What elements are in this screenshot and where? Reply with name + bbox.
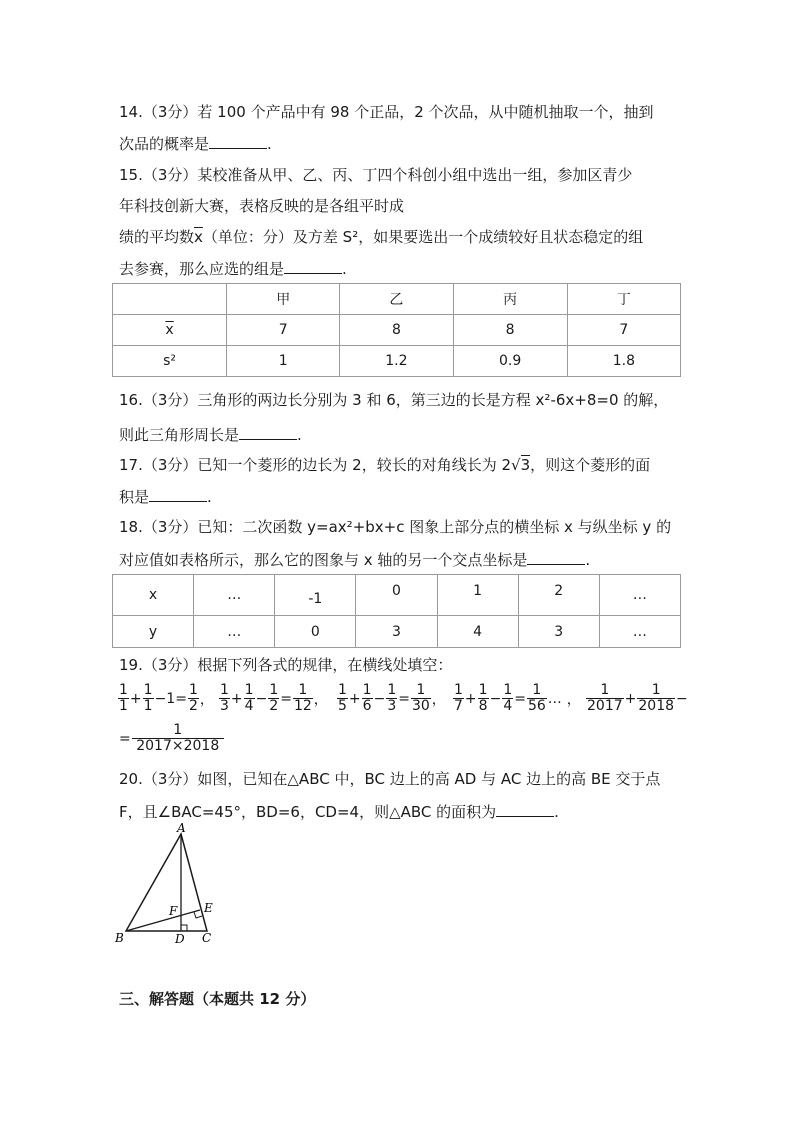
q15-line1: 15.（3分）某校准备从甲、乙、丙、丁四个科创小组中选出一组，参加区青少 — [119, 166, 633, 184]
label-e: E — [204, 901, 213, 915]
label-d: D — [175, 932, 185, 946]
right-angle-e — [194, 912, 202, 918]
sqrt-symbol: √ — [511, 456, 521, 474]
q19-formula-4: $\frac{1}{7}$ + $\frac{1}{8}$ − $\frac{1}{4}$ = $\frac{1}{56}$ … ， — [454, 682, 581, 714]
q15-line2: 年科技创新大赛，表格反映的是各组平时成 — [119, 197, 405, 215]
q15-table: 甲 乙 丙 丁 $\overline{x}$ 7 8 8 7 s² 1 1.2 0.9 1.8 — [112, 283, 681, 377]
variance-label: s² — [113, 346, 227, 377]
label-c: C — [202, 931, 212, 945]
right-angle-d — [181, 925, 187, 931]
q20-line1: 20.（3分）如图，已知在△ABC 中，BC 边上的高 AD 与 AC 边上的高 BE 交于点 — [119, 770, 661, 788]
answer-blank[interactable] — [527, 550, 585, 565]
q19-formula-5: $\frac{1}{2017}$ + $\frac{1}{2018}$ − — [587, 682, 688, 714]
altitude-be — [126, 910, 200, 931]
q15-line4: 去参赛，那么应选的组是 . — [119, 260, 347, 278]
mean-label: $\overline{x}$ — [165, 322, 174, 338]
q19-formula-3: $\frac{1}{5}$ + $\frac{1}{6}$ − $\frac{1}{3}$ = $\frac{1}{30}$ ， — [338, 682, 446, 714]
q16-line1: 16.（3分）三角形的两边长分别为 3 和 6，第三边的长是方程 x²-6x+8=0 的解， — [119, 391, 669, 409]
section-heading: 三、解答题（本题共 12 分） — [119, 990, 316, 1008]
q17-line1: 17.（3分）已知一个菱形的边长为 2，较长的对角线长为 2√3，则这个菱形的面 — [119, 456, 651, 474]
label-f: F — [169, 904, 178, 918]
q18-line2: 对应值如表格所示，那么它的图象与 x 轴的另一个交点坐标是 . — [119, 551, 591, 569]
answer-blank[interactable] — [239, 425, 297, 440]
answer-blank[interactable] — [496, 802, 554, 817]
answer-blank[interactable] — [149, 487, 207, 502]
q17-line2: 积是 . — [119, 488, 212, 506]
q19-line1: 19.（3分）根据下列各式的规律，在横线处填空： — [119, 656, 453, 674]
q18-table: x … -1 0 1 2 … y … 0 3 4 3 … — [112, 574, 681, 648]
q19-formula-2: $\frac{1}{3}$ + $\frac{1}{4}$ − $\frac{1}{2}$ = $\frac{1}{12}$ ， — [220, 682, 328, 714]
q19-formula-6: = $\frac{1}{2017\times 2018}$ — [118, 723, 224, 754]
triangle-abc — [126, 834, 207, 931]
q20-line2: F，且∠BAC=45°，BD=6，CD=4，则△ABC 的面积为 . — [119, 803, 559, 821]
q18-line1: 18.（3分）已知：二次函数 y=ax²+bx+c 图象上部分点的横坐标 x 与纵坐标 y 的 — [119, 518, 672, 536]
label-b: B — [115, 931, 124, 945]
label-a: A — [177, 822, 186, 835]
q15-line3: 绩的平均数$\overline{x}$（单位：分）及方差 S²，如果要选出一个成绩较好且状态稳定的组 — [119, 228, 644, 246]
answer-blank[interactable] — [284, 259, 342, 274]
q16-line2: 则此三角形周长是 . — [119, 426, 302, 444]
q19-formula-1: $\frac{1}{1}$ + $\frac{1}{1}$ −1= $\frac{1}{2}$ ， — [119, 682, 214, 714]
q14-line1: 14.（3分）若 100 个产品中有 98 个正品，2 个次品，从中随机抽取一个，抽到 — [119, 103, 654, 121]
triangle-figure — [112, 822, 222, 950]
q14-line2: 次品的概率是 . — [119, 135, 272, 153]
answer-blank[interactable] — [209, 134, 267, 149]
